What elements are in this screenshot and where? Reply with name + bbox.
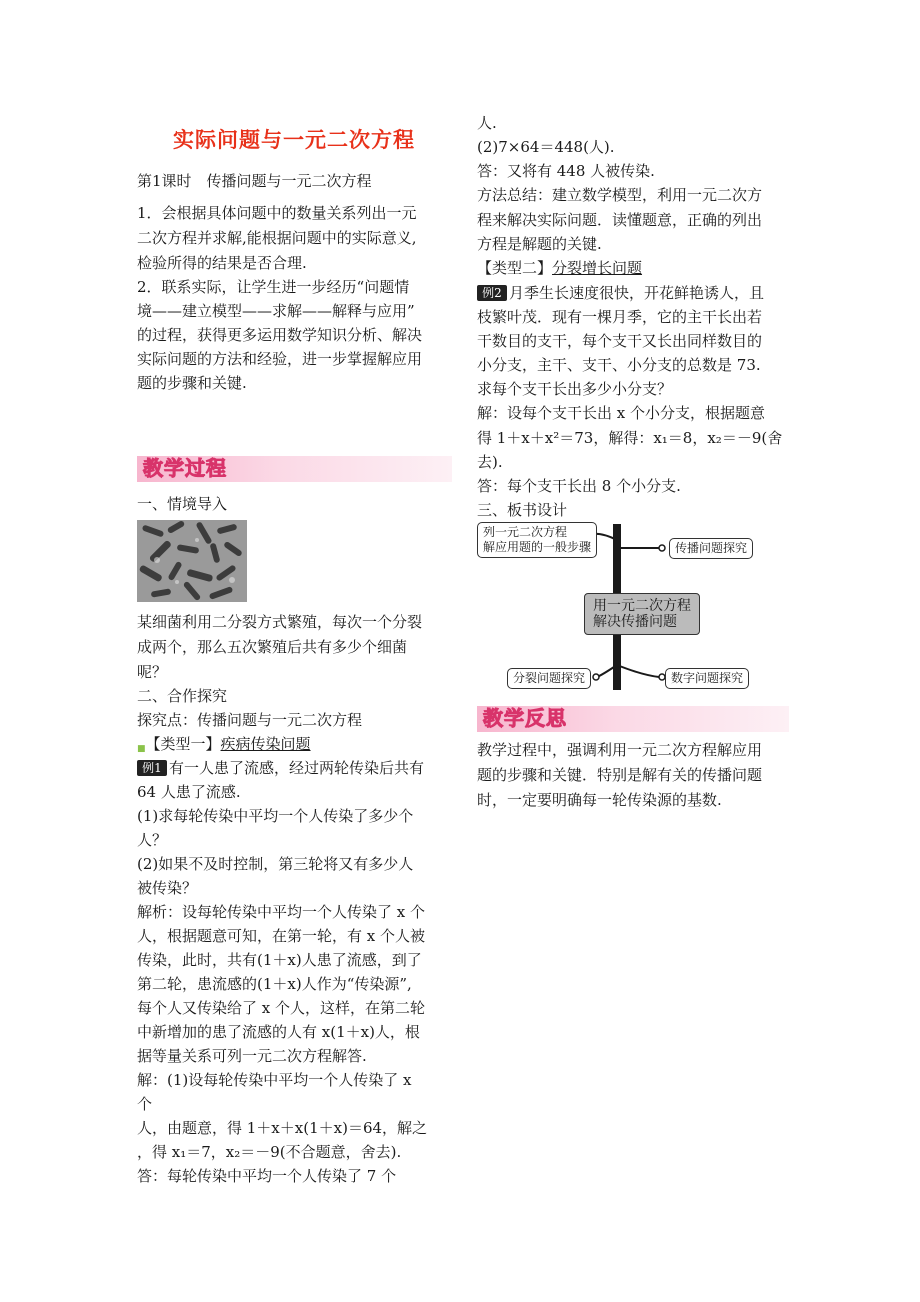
- goal-line: 1．会根据具体问题中的数量关系列出一元: [137, 204, 417, 222]
- method-summary-line: 方法总结：建立数学模型，利用一元二次方: [477, 186, 763, 204]
- mindmap-node-steps-line: 解应用题的一般步骤: [483, 540, 592, 554]
- goal-line: 二次方程并求解,能根据问题中的实际意义,: [137, 229, 417, 247]
- example1-line: 被传染？: [137, 879, 198, 897]
- intro-text-line: 呢？: [137, 663, 168, 681]
- goal-line: 题的步骤和关键.: [137, 374, 247, 392]
- section-heading-text: 教学过程: [143, 456, 227, 480]
- type2-prefix: 【类型二】: [477, 259, 553, 277]
- example2-line: 求每个支干长出多少小分支？: [477, 380, 673, 398]
- example1-line: 人，根据题意可知，在第一轮，有 x 个人被: [137, 927, 425, 945]
- explore-point: 探究点：传播问题与一元二次方程: [137, 711, 363, 729]
- marker-dot: ■: [137, 744, 146, 754]
- example1-line: (2)如果不及时控制，第三轮将又有多少人: [137, 855, 414, 873]
- section-heading-reflection: [477, 706, 789, 732]
- example1-line: 每个人又传染给了 x 个人，这样，在第二轮: [137, 999, 425, 1017]
- example1-line: 中新增加的患了流感的人有 x(1＋x)人，根: [137, 1023, 420, 1041]
- example2-text: 月季生长速度很快，开花鲜艳诱人，且: [509, 284, 765, 302]
- example2-line: 解：设每个支干长出 x 个小分支，根据题意: [477, 404, 765, 422]
- mindmap-node-split: 分裂问题探究: [507, 668, 591, 689]
- mindmap-center-node: [584, 593, 700, 635]
- mindmap-center-line: 解决传播问题: [593, 614, 677, 630]
- type1-heading: [137, 734, 311, 759]
- mindmap-node-steps-line: 列一元二次方程: [483, 525, 568, 539]
- answer-line: (2)7×64＝448(人).: [477, 138, 615, 156]
- goal-line: 的过程，获得更多运用数学知识分析、解决: [137, 326, 423, 344]
- example1-line: 答：每轮传染中平均一个人传染了 7 个: [137, 1167, 397, 1185]
- example2-first-line: [477, 283, 764, 303]
- type2-name: 分裂增长问题: [552, 259, 643, 277]
- example2-line: 去).: [477, 453, 503, 471]
- example1-line: 64 人患了流感.: [137, 783, 241, 801]
- example1-line: ，得 x₁＝7，x₂＝－9(不合题意，舍去).: [137, 1143, 402, 1161]
- example1-line: 个: [137, 1095, 153, 1113]
- answer-line: 答：又将有 448 人被传染.: [477, 162, 655, 180]
- type2-heading: [477, 258, 642, 278]
- example2-line: 得 1＋x＋x²＝73，解得：x₁＝8，x₂＝－9(舍: [477, 429, 783, 447]
- mindmap-center-line: 用一元二次方程: [593, 598, 691, 614]
- method-summary-line: 方程是解题的关键.: [477, 235, 602, 253]
- board-design-heading: 三、板书设计: [477, 501, 568, 519]
- section-heading-text: 教学反思: [483, 706, 567, 730]
- mindmap-node-digit: 数字问题探究: [665, 668, 749, 689]
- type1-name: 疾病传染问题: [220, 735, 311, 753]
- page-title: 实际问题与一元二次方程: [173, 127, 415, 152]
- example1-line: (1)求每轮传染中平均一个人传染了多少个: [137, 807, 414, 825]
- goal-line: 实际问题的方法和经验，进一步掌握解应用: [137, 350, 423, 368]
- example2-line: 干数目的支干，每个支干又长出同样数目的: [477, 332, 763, 350]
- goal-line: 境——建立模型——求解——解释与应用”: [137, 302, 415, 320]
- intro-text-line: 成两个，那么五次繁殖后共有多少个细菌: [137, 638, 408, 656]
- goal-line: 检验所得的结果是否合理.: [137, 254, 307, 272]
- goal-line: 2．联系实际，让学生进一步经历“问题情: [137, 278, 410, 296]
- example2-tag: 例2: [477, 285, 507, 301]
- example1-line: 解析：设每轮传染中平均一个人传染了 x 个: [137, 903, 425, 921]
- example1-line: 第二轮，患流感的(1＋x)人作为“传染源”,: [137, 975, 412, 993]
- intro-text-line: 某细菌利用二分裂方式繁殖，每次一个分裂: [137, 613, 423, 631]
- example1-line: 人，由题意，得 1＋x＋x(1＋x)＝64，解之: [137, 1119, 428, 1137]
- example1-line: 人？: [137, 831, 168, 849]
- example1-line: 解：(1)设每轮传染中平均一个人传染了 x: [137, 1071, 412, 1089]
- example1-first-line: [137, 758, 424, 778]
- mindmap-node-steps: [477, 522, 597, 558]
- intro-heading: 一、情境导入: [137, 495, 228, 513]
- bacteria-illustration: [137, 520, 247, 602]
- method-summary-line: 程来解决实际问题．读懂题意，正确的列出: [477, 211, 763, 229]
- reflection-line: 教学过程中，强调利用一元二次方程解应用: [477, 741, 763, 759]
- reflection-line: 时，一定要明确每一轮传染源的基数.: [477, 791, 722, 809]
- example2-line: 枝繁叶茂．现有一棵月季，它的主干长出若: [477, 308, 763, 326]
- type1-prefix: 【类型一】: [145, 735, 221, 753]
- example2-line: 答：每个支干长出 8 个小分支.: [477, 477, 681, 495]
- example1-line: 据等量关系可列一元二次方程解答.: [137, 1047, 367, 1065]
- mindmap-node-spread: 传播问题探究: [669, 538, 753, 559]
- reflection-line: 题的步骤和关键．特别是解有关的传播问题: [477, 766, 763, 784]
- answer-line: 人.: [477, 114, 497, 132]
- bacteria-image: [137, 520, 247, 602]
- example2-line: 小分支，主干、支干、小分支的总数是 73.: [477, 356, 761, 374]
- example1-text: 有一人患了流感，经过两轮传染后共有: [169, 759, 425, 777]
- coop-heading: 二、合作探究: [137, 687, 228, 705]
- example1-line: 传染，此时，共有(1＋x)人患了流感，到了: [137, 951, 422, 969]
- example1-tag: 例1: [137, 760, 167, 776]
- section-heading-teaching-process: [137, 456, 452, 482]
- lesson-subtitle: 第1课时 传播问题与一元二次方程: [137, 172, 372, 190]
